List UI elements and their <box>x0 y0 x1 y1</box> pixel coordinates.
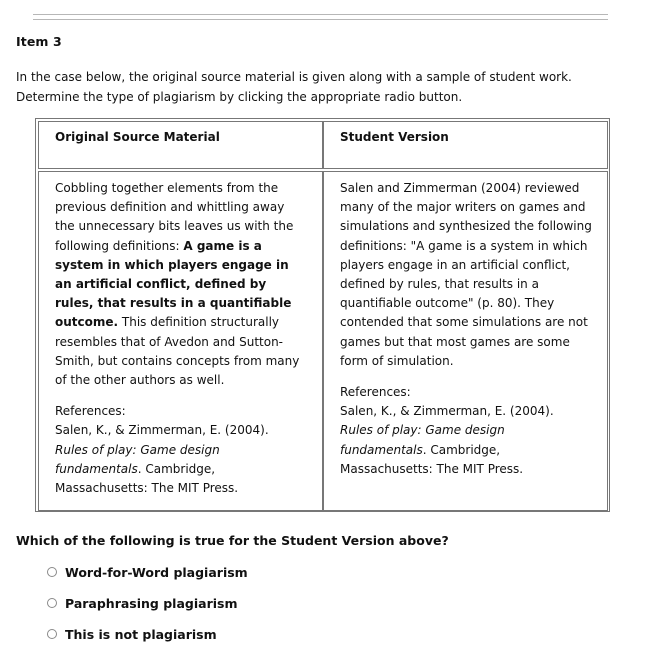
option-label[interactable]: Paraphrasing plagiarism <box>65 595 238 611</box>
original-passage <box>55 179 307 390</box>
student-ref-publisher: . Cambridge, Massachusetts: The MIT Press. <box>340 442 524 476</box>
student-passage: Salen and Zimmerman (2004) reviewed many of the major writers on games and simulations and synthesized the following definitions: "A game is a system in which players engage in an artificial conflict, defined by rules, that results in a quantifiable outcome" (p. 80). They contended that some simulations are not games but that most games are some form of simulation. <box>340 181 592 368</box>
original-body-cell <box>38 171 323 511</box>
instructions-text: In the case below, the original source material is given along with a sample of student work. Determine the type of plagiarism by clicking the appropriate radio button. <box>16 70 572 104</box>
original-header: Original Source Material <box>55 130 220 144</box>
comparison-table <box>35 118 610 512</box>
option-word-for-word[interactable] <box>47 563 248 581</box>
original-text-2: This definition structurally resembles that of Avedon and Sutton-Smith, but contains concepts from many of the other authors as well. <box>55 315 300 388</box>
radio-button[interactable] <box>47 629 57 639</box>
student-header-cell <box>323 121 608 169</box>
original-definition: A game is a system in which players engage in an artificial conflict, defined by rules, that results in a quantifiable outcome. <box>55 238 292 330</box>
radio-button[interactable] <box>47 567 57 577</box>
original-ref-title: Rules of play: Game design fundamentals <box>55 442 220 476</box>
option-paraphrasing[interactable] <box>47 594 237 612</box>
header-divider <box>33 14 608 20</box>
student-references-label: References: <box>340 385 411 400</box>
student-ref-authors: Salen, K., & Zimmerman, E. (2004). <box>340 404 554 419</box>
radio-button[interactable] <box>47 598 57 608</box>
original-ref-publisher: . Cambridge, Massachusetts: The MIT Press. <box>55 461 239 496</box>
option-label[interactable]: This is not plagiarism <box>65 626 217 642</box>
student-reference <box>340 402 592 479</box>
student-ref-title: Rules of play: Game design fundamentals <box>340 423 505 457</box>
student-body-cell <box>323 171 608 511</box>
option-label[interactable]: Word-for-Word plagiarism <box>65 564 248 580</box>
option-not-plagiarism[interactable] <box>47 625 217 643</box>
item-title: Item 3 <box>16 34 62 49</box>
original-references-label: References: <box>55 404 126 419</box>
student-header: Student Version <box>340 130 449 144</box>
original-header-cell <box>38 121 323 169</box>
question-text: Which of the following is true for the Student Version above? <box>16 533 449 548</box>
original-reference <box>55 421 307 498</box>
original-ref-authors: Salen, K., & Zimmerman, E. (2004). <box>55 423 269 438</box>
original-text-1: Cobbling together elements from the previous definition and whittling away the unnecessary bits leaves us with the following definitions: <box>55 181 294 253</box>
